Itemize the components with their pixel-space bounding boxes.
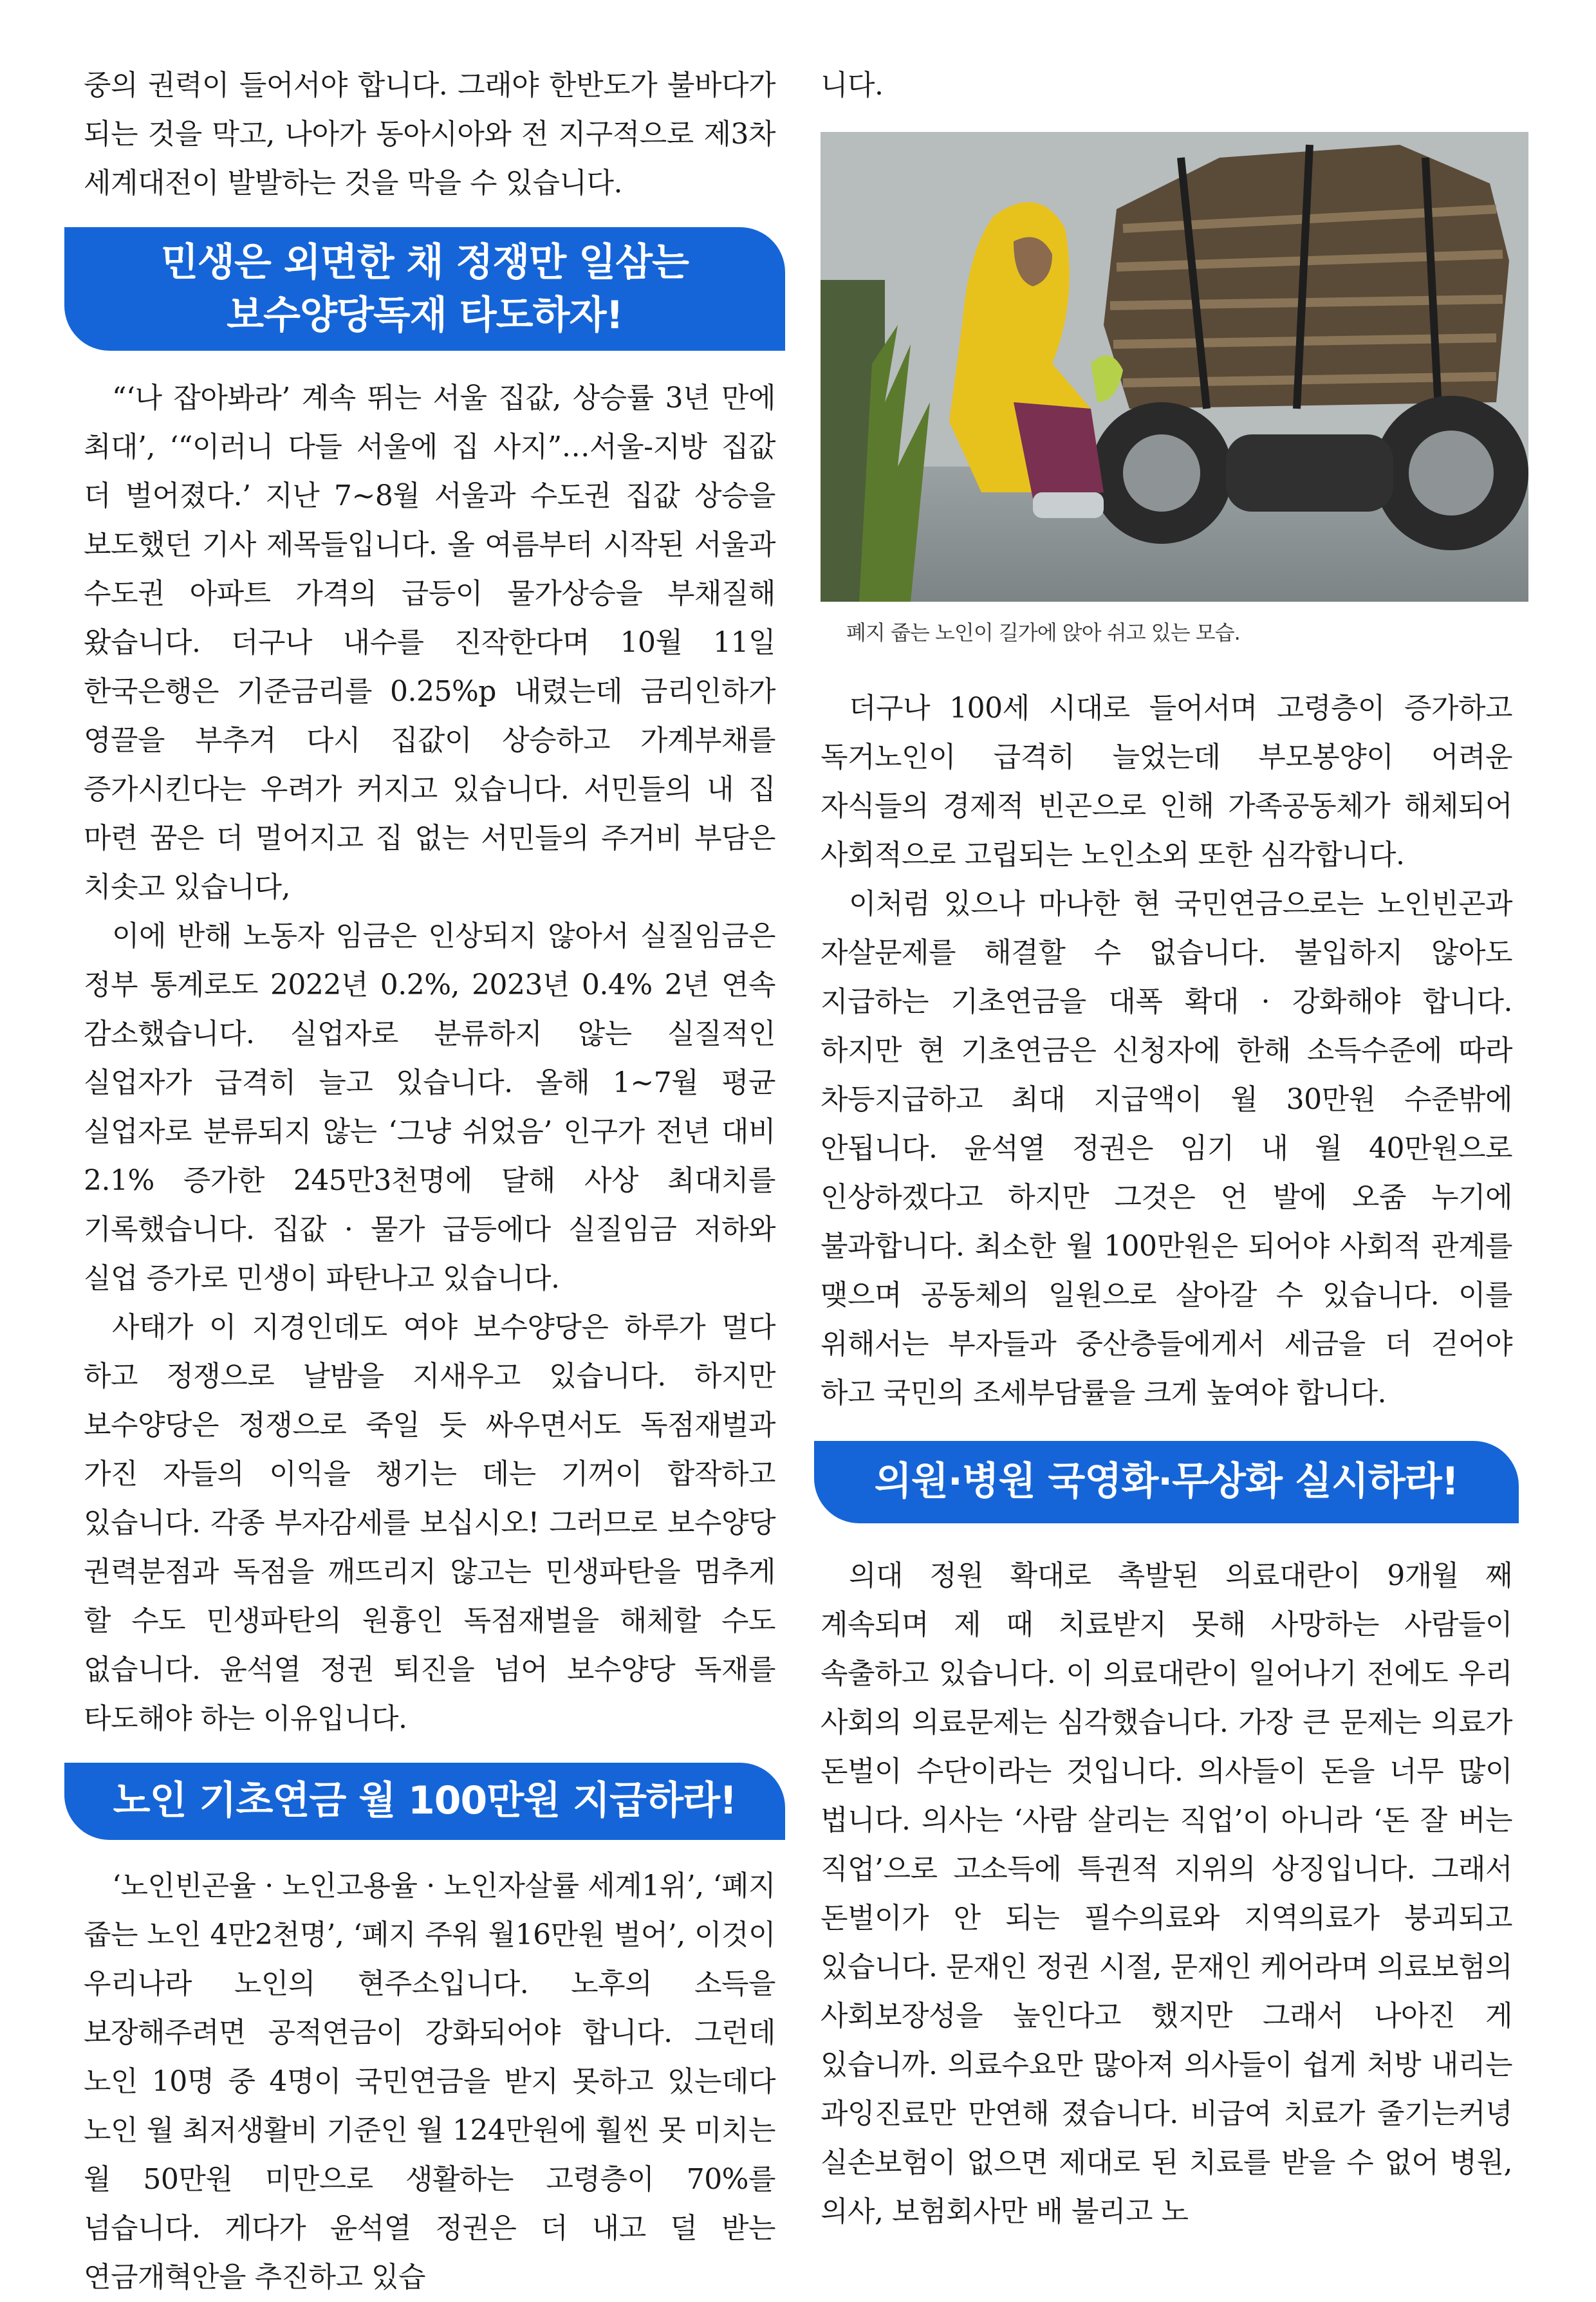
news-photo [821, 132, 1528, 602]
photo-illustration [821, 132, 1528, 602]
right-column [821, 61, 1512, 2236]
heading-line-2: 보수양당독재 타도하자! [227, 293, 623, 338]
heading-text: 의원·병원 국영화·무상화 실시하라! [874, 1459, 1459, 1504]
body-paragraph: 더구나 100세 시대로 들어서며 고령층이 증가하고 독거노인이 급격히 늘었는데 부모봉양이 어려운 자식들의 경제적 빈곤으로 인해 가족공동체가 해체되어 사회적으로 고립되는 노인소외 또한 심각합니다. [821, 692, 1512, 871]
left-column [84, 61, 775, 2302]
heading-text: 노인 기초연금 월 100만원 지급하라! [113, 1778, 737, 1823]
body-paragraph: ‘노인빈곤율 · 노인고용율 · 노인자살률 세계1위’, ‘폐지 줍는 노인 4만2천명’, ‘폐지 주워 월16만원 벌어’, 이것이 우리나라 노인의 현주소입니다. 노후의 소득을 보장해주려면 공적연금이 강화되어야 합니다. 그런데 노인 10명 중 4명이 국민연금을 받지 못하고 있는데다 노인 월 최저생활비 기준인 월 124만원에 훨씬 못 미치는 월 50만원 미만으로 생활하는 고령층이 70%를 넘습니다. 게다가 윤석열 정권은 더 내고 덜 받는 연금개혁안을 추진하고 있습 [84, 1870, 775, 2294]
body-paragraph: 의대 정원 확대로 촉발된 의료대란이 9개월 째 계속되며 제 때 치료받지 못해 사망하는 사람들이 속출하고 있습니다. 이 의료대란이 일어나기 전에도 우리 사회의 의료문제는 심각했습니다. 가장 큰 문제는 의료가 돈벌이 수단이라는 것입니다. 의사들이 돈을 너무 많이 법니다. 의사는 ‘사람 살리는 직업’이 아니라 ‘돈 잘 버는 직업’으로 고소득에 특권적 지위의 상징입니다. 그래서 돈벌이가 안 되는 필수의료와 지역의료가 붕괴되고 있습니다. 문재인 정권 시절, 문재인 케어라며 의료보험의 사회보장성을 높인다고 했지만 그래서 나아진 게 있습니까. 의료수요만 많아져 의사들이 쉽게 처방 내리는 과잉진료만 만연해 졌습니다. 비급여 치료가 줄기는커녕 실손보험이 없으면 제대로 된 치료를 받을 수 없어 병원, 의사, 보험회사만 배 불리고 노 [821, 1559, 1512, 2228]
body-paragraph: 사태가 이 지경인데도 여야 보수양당은 하루가 멀다 하고 정쟁으로 날밤을 지새우고 있습니다. 하지만 보수양당은 정쟁으로 죽일 듯 싸우면서도 독점재벌과 가진 자들의 이익을 챙기는 데는 기꺼이 합작하고 있습니다. 각종 부자감세를 보십시오! 그러므로 보수양당 권력분점과 독점을 깨뜨리지 않고는 민생파탄을 멈추게 할 수도 민생파탄의 원흉인 독점재벌을 해체할 수도 없습니다. 윤석열 정권 퇴진을 넘어 보수양당 독재를 타도해야 하는 이유입니다. [84, 1311, 775, 1735]
heading-line-1: 민생은 외면한 채 정쟁만 일삼는 [160, 240, 689, 285]
section-heading-healthcare [814, 1441, 1519, 1523]
body-paragraph: “‘나 잡아봐라’ 계속 뛰는 서울 집값, 상승률 3년 만에 최대’, ‘“이러니 다들 서울에 집 사지”…서울-지방 집값 더 벌어졌다.’ 지난 7~8월 서울과 수도권 집값 상승을 보도했던 기사 제목들입니다. 올 여름부터 시작된 서울과 수도권 아파트 가격의 급등이 물가상승을 부채질해 왔습니다. 더구나 내수를 진작한다며 10월 11일 한국은행은 기준금리를 0.25%p 내렸는데 금리인하가 영끌을 부추겨 다시 집값이 상승하고 가계부채를 증가시킨다는 우려가 커지고 있습니다. 서민들의 내 집 마련 꿈은 더 멀어지고 집 없는 서민들의 주거비 부담은 치솟고 있습니다, [84, 382, 775, 904]
spacer [821, 645, 1512, 684]
section-heading-livelihood [64, 227, 785, 351]
intro-paragraph: 중의 권력이 들어서야 합니다. 그래야 한반도가 불바다가 되는 것을 막고, 나아가 동아시아와 전 지구적으로 제3차 세계대전이 발발하는 것을 막을 수 있습니다. [84, 69, 775, 200]
section-heading-pension [64, 1763, 785, 1840]
continuation-text: 니다. [821, 69, 884, 102]
body-paragraph: 이처럼 있으나 마나한 현 국민연금으로는 노인빈곤과 자살문제를 해결할 수 없습니다. 불입하지 않아도 지급하는 기초연금을 대폭 확대 · 강화해야 합니다. 하지만 현 기초연금은 신청자에 한해 소득수준에 따라 차등지급하고 최대 지급액이 월 30만원 수준밖에 안됩니다. 윤석열 정권은 임기 내 월 40만원으로 인상하겠다고 하지만 그것은 언 발에 오줌 누기에 불과합니다. 최소한 월 100만원은 되어야 사회적 관계를 맺으며 공동체의 일원으로 살아갈 수 있습니다. 이를 위해서는 부자들과 중산층들에게서 세금을 더 걷어야 하고 국민의 조세부담률을 크게 높여야 합니다. [821, 887, 1512, 1409]
photo-caption: 폐지 줍는 노인이 길가에 앉아 쉬고 있는 모습. [846, 620, 1240, 645]
body-paragraph: 이에 반해 노동자 임금은 인상되지 않아서 실질임금은 정부 통계로도 2022년 0.2%, 2023년 0.4% 2년 연속 감소했습니다. 실업자로 분류하지 않는 실질적인 실업자가 급격히 늘고 있습니다. 올해 1~7월 평균 실업자로 분류되지 않는 ‘그냥 쉬었음’ 인구가 전년 대비 2.1% 증가한 245만3천명에 달해 사상 최대치를 기록했습니다. 집값 · 물가 급등에다 실질임금 저하와 실업 증가로 민생이 파탄나고 있습니다. [84, 920, 775, 1295]
